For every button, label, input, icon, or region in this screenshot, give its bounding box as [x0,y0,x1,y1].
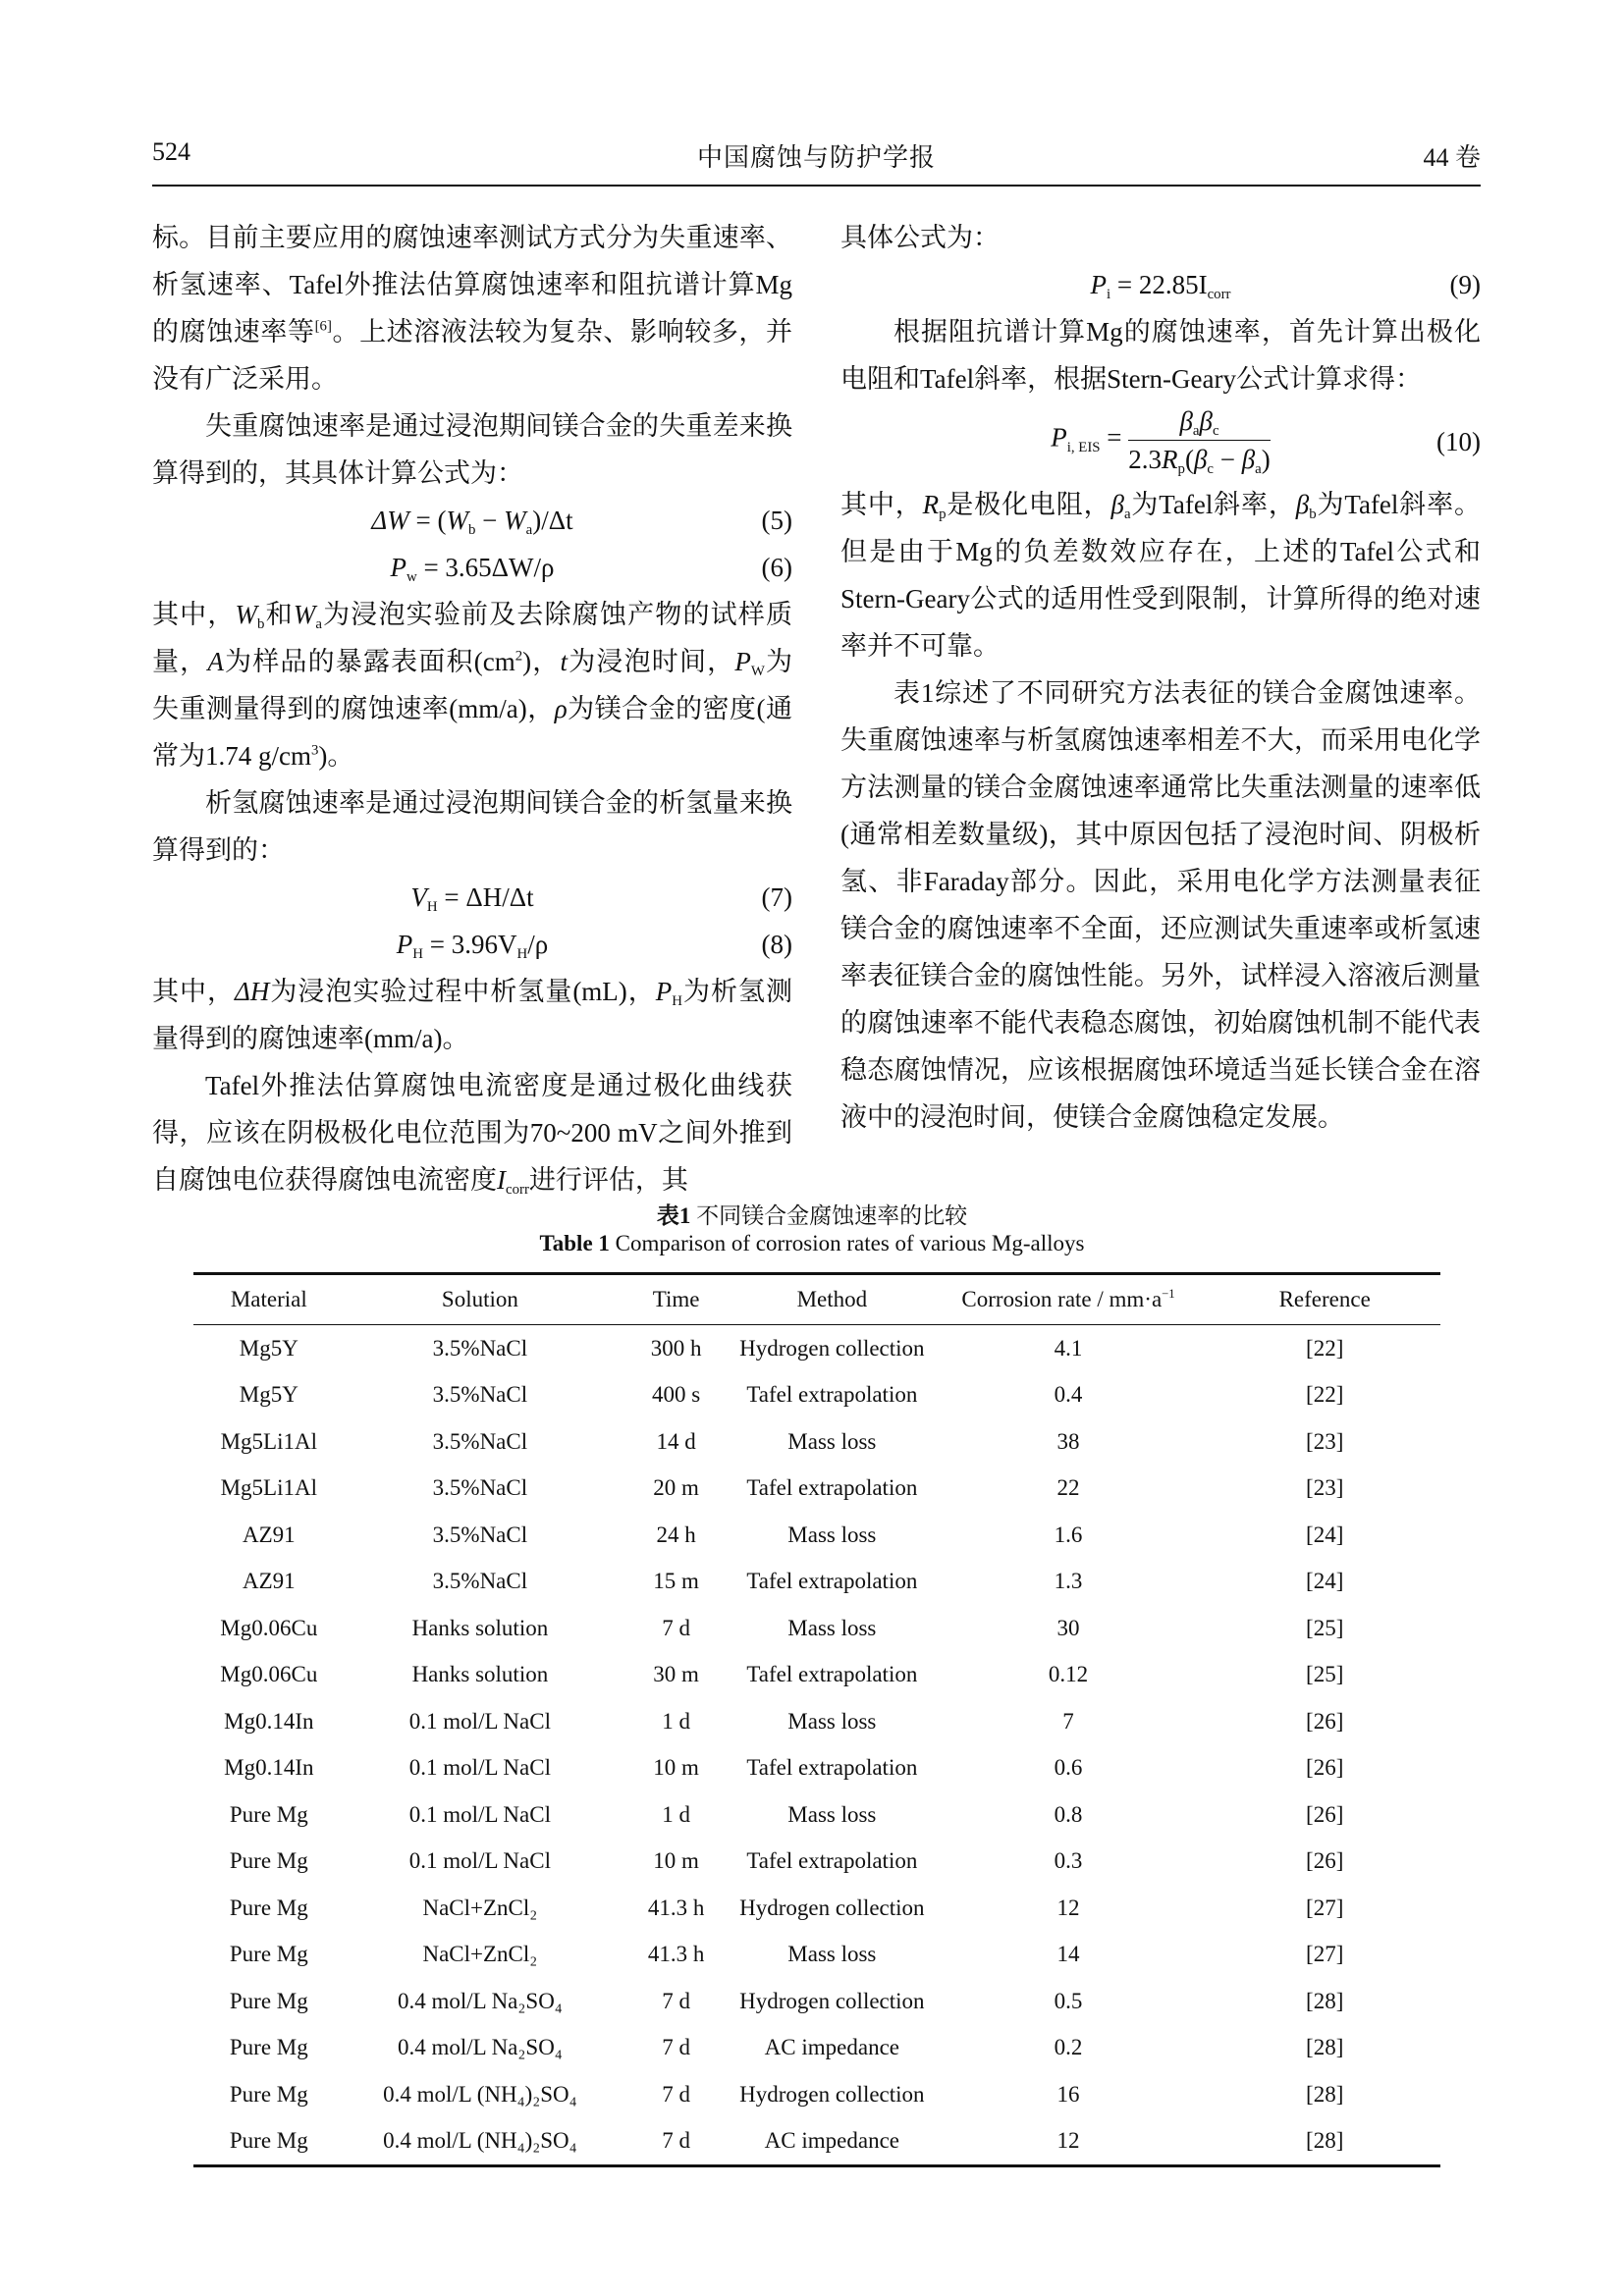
method-cell: Tafel extrapolation [746,1569,918,1594]
time-cell: 1 d [662,1708,690,1734]
corrosion-rate-table [193,1272,1440,2167]
method-cell: Mass loss [787,1942,877,1967]
table-row [193,1791,1440,1839]
solution-cell: 0.1 mol/L NaCl [408,1708,551,1734]
equation-5: $\Delta W = (W_b - W_a)/\Delta t$ (5) [152,497,792,544]
rate-cell: 0.2 [1054,2035,1083,2060]
method-cell: Hydrogen collection [739,1335,925,1361]
paragraph: 其中，$R_p$是极化电阻，$\beta_a$为Tafel斜率，$\beta_b$为Tafel斜率。但是由于Mg的负差数效应存在，上述的Tafel公式和Stern-Geary公式的适用性受到限制，计算所得的绝对速率并不可靠。 [840,490,1481,661]
method-cell: Tafel extrapolation [746,1475,918,1501]
table-row [193,1325,1440,1372]
table-row [193,1745,1440,1792]
rate-cell: 22 [1056,1475,1080,1501]
paragraph: 具体公式为： [840,223,1000,252]
equation-10: $P_{i, EIS}$ = $\frac{\beta_a\beta_c}{2.3R_p(\beta_c - \beta_a)}$ (10) [840,402,1481,481]
solution-cell: 0.1 mol/L NaCl [408,1755,551,1781]
time-cell: 41.3 h [647,1942,705,1967]
solution-cell: 0.4 mol/L (NH₄)₂SO₄ [345,2118,617,2166]
method-cell: Mass loss [787,1522,877,1547]
reference-cell[interactable]: [26] [1306,1801,1344,1827]
reference-cell[interactable]: [22] [1306,1382,1344,1408]
time-cell: 10 m [653,1848,699,1874]
material-cell: Mg5Li1Al [220,1475,317,1501]
time-cell: 7 d [662,2035,690,2060]
solution-cell: 3.5%NaCl [432,1475,528,1501]
reference-cell[interactable]: [27] [1306,1942,1344,1967]
table-row [193,1466,1440,1513]
reference-cell[interactable]: [24] [1306,1569,1344,1594]
reference-cell[interactable]: [28] [1209,2118,1440,2166]
solution-cell: 3.5%NaCl [432,1428,528,1454]
time-cell: 20 m [653,1475,699,1501]
rate-cell: 12 [1056,1895,1080,1920]
rate-cell: 0.4 [1054,1382,1083,1408]
material-cell: AZ91 [242,1522,296,1547]
method-cell: Tafel extrapolation [746,1382,918,1408]
method-cell: Hydrogen collection [739,1988,925,2013]
method-cell: Tafel extrapolation [746,1755,918,1781]
solution-cell: Hanks solution [411,1662,549,1687]
column-header: Reference [1209,1274,1440,1325]
reference-cell[interactable]: [26] [1306,1848,1344,1874]
equation-number: (6) [761,553,792,582]
time-cell: 400 s [652,1382,701,1408]
paragraph: Tafel外推法估算腐蚀电流密度是通过极化曲线获得，应该在阴极极化电位范围为70~200 mV之间外推到自腐蚀电位获得腐蚀电流密度$I_{corr}$进行评估，其 [152,1071,792,1199]
material-cell: Mg0.14In [224,1708,314,1734]
solution-cell: 0.4 mol/L Na₂SO₄ [397,2035,563,2060]
journal-title: 中国腐蚀与防护学报 [696,143,936,172]
table-caption-en: Table 1 Comparison of corrosion rates of various Mg-alloys [539,1231,1085,1255]
fraction: $\frac{\beta_a\beta_c}{2.3R_p(\beta_c - \beta_a)}$ [1128,402,1271,478]
material-cell: Pure Mg [193,2118,345,2166]
time-cell: 7 d [616,2118,736,2166]
rate-cell: 14 [1056,1942,1080,1967]
rate-cell: 7 [1062,1708,1074,1734]
solution-cell: NaCl+ZnCl₂ [422,1895,538,1920]
equation-6: $P_w = 3.65\Delta W/\rho$ (6) [152,544,792,591]
time-cell: 15 m [653,1569,699,1594]
rate-cell: 1.3 [1054,1569,1083,1594]
equation-9: $P_i = 22.85I_{corr}$ (9) [840,261,1481,308]
material-cell: Mg0.14In [224,1755,314,1781]
method-cell: Mass loss [787,1615,877,1640]
material-cell: Pure Mg [229,1801,308,1827]
time-cell: 30 m [653,1662,699,1687]
left-column [152,214,792,1203]
reference-cell[interactable]: [22] [1306,1335,1344,1361]
equation-number: (9) [1449,270,1481,299]
reference-cell[interactable]: [25] [1306,1615,1344,1640]
solution-cell: 0.4 mol/L (NH₄)₂SO₄ [383,2081,577,2107]
table-row [193,2025,1440,2072]
column-header: Time [616,1274,736,1325]
solution-cell: 0.4 mol/L Na₂SO₄ [397,1988,563,2013]
time-cell: 10 m [653,1755,699,1781]
solution-cell: NaCl+ZnCl₂ [422,1942,538,1967]
rate-cell: 0.6 [1054,1755,1083,1781]
table-caption-cn: 表1 不同镁合金腐蚀速率的比较 [656,1203,968,1228]
table-row [193,1932,1440,1979]
column-header: Corrosion rate / $mm\cdot a^{-1}$ [928,1274,1210,1325]
material-cell: Pure Mg [229,1988,308,2013]
solution-cell: 0.1 mol/L NaCl [408,1848,551,1874]
column-header: Material [193,1274,345,1325]
material-cell: Mg5Li1Al [220,1428,317,1454]
column-header: Solution [345,1274,617,1325]
time-cell: 7 d [662,2081,690,2107]
solution-cell: 3.5%NaCl [432,1382,528,1408]
page-number: 524 [152,137,190,166]
column-header: Method [736,1274,928,1325]
method-cell: Tafel extrapolation [746,1848,918,1874]
volume-label: 44 卷 [1423,143,1481,172]
time-cell: 300 h [650,1335,702,1361]
table-row [193,1698,1440,1745]
paragraph: 失重腐蚀速率是通过浸泡期间镁合金的失重差来换算得到的，其具体计算公式为： [152,411,792,488]
method-cell: Mass loss [787,1708,877,1734]
rate-cell: 0.5 [1054,1988,1083,2013]
time-cell: 7 d [662,1615,690,1640]
paragraph: 其中，ΔH为浸泡实验过程中析氢量(mL)，$P_H$为析氢测量得到的腐蚀速率(mm/a)。 [152,977,793,1053]
reference-cell[interactable]: [26] [1306,1755,1344,1781]
reference-cell[interactable]: [23] [1306,1428,1344,1454]
equation-8: $P_H = 3.96V_H/\rho$ (8) [152,921,792,968]
paragraph: 根据阻抗谱计算Mg的腐蚀速率，首先计算出极化电阻和Tafel斜率，根据Stern-Geary公式计算求得： [840,317,1481,394]
table-row [193,1559,1440,1606]
table-row [193,1605,1440,1652]
material-cell: Pure Mg [229,1895,308,1920]
equation-7: $V_H = \Delta H/\Delta t$ (7) [152,874,792,921]
method-cell: Mass loss [787,1428,877,1454]
equation-number: (8) [761,930,792,959]
material-cell: Mg5Y [239,1335,298,1361]
equation-number: (7) [761,882,792,912]
reference-cell[interactable]: [25] [1306,1662,1344,1687]
time-cell: 14 d [656,1428,696,1454]
reference-cell[interactable]: [28] [1306,2035,1344,2060]
material-cell: Mg5Y [239,1382,298,1408]
table-row [193,2071,1440,2118]
time-cell: 24 h [656,1522,696,1547]
table-row [193,1372,1440,1419]
equation-number: (10) [1436,427,1481,456]
reference-cell[interactable]: [26] [1306,1708,1344,1734]
time-cell: 7 d [662,1988,690,2013]
solution-cell: 0.1 mol/L NaCl [408,1801,551,1827]
material-cell: Pure Mg [229,1942,308,1967]
solution-cell: 3.5%NaCl [432,1569,528,1594]
material-cell: Mg0.06Cu [220,1662,318,1687]
solution-cell: 3.5%NaCl [432,1335,528,1361]
paragraph: 表1综述了不同研究方法表征的镁合金腐蚀速率。失重腐蚀速率与析氢腐蚀速率相差不大，而采用电化学方法测量的镁合金腐蚀速率通常比失重法测量的速率低(通常相差数量级)，其中原因包括了浸泡时间、阴极析氢、非Faraday部分。因此，采用电化学方法测量表征镁合金的腐蚀速率不全面，还应测试失重速率或析氢速率表征镁合金的腐蚀性能。另外，试样浸入溶液后测量的腐蚀速率不能代表稳态腐蚀，初始腐蚀机制不能代表稳态腐蚀情况，应该根据腐蚀环境适当延长镁合金在溶液中的浸泡时间，使镁合金腐蚀稳定发展。 [840,678,1481,1132]
paragraph: 析氢腐蚀速率是通过浸泡期间镁合金的析氢量来换算得到的： [152,788,792,865]
rate-cell: 30 [1056,1615,1080,1640]
rate-cell: 0.12 [1048,1662,1089,1687]
method-cell: Mass loss [787,1801,877,1827]
table-row [193,1652,1440,1699]
rate-cell: 16 [1056,2081,1080,2107]
time-cell: 41.3 h [647,1895,705,1920]
solution-cell: Hanks solution [411,1615,549,1640]
reference-cell[interactable]: [23] [1306,1475,1344,1501]
table-row [193,1885,1440,1932]
rate-cell: 38 [1056,1428,1080,1454]
time-cell: 1 d [662,1801,690,1827]
rate-cell: 12 [928,2118,1210,2166]
running-header [152,137,1481,177]
method-cell: Hydrogen collection [739,1895,925,1920]
material-cell: Pure Mg [229,2035,308,2060]
rate-cell: 4.1 [1054,1335,1083,1361]
table-row [193,2118,1440,2166]
method-cell: Hydrogen collection [739,2081,925,2107]
method-cell: Tafel extrapolation [746,1662,918,1687]
right-column [840,214,1481,1141]
solution-cell: 3.5%NaCl [432,1522,528,1547]
reference-cell[interactable]: [27] [1306,1895,1344,1920]
material-cell: Pure Mg [229,1848,308,1874]
rate-cell: 0.8 [1054,1801,1083,1827]
method-cell: AC impedance [764,2035,899,2060]
reference-cell[interactable]: [24] [1306,1522,1344,1547]
rate-cell: 0.3 [1054,1848,1083,1874]
citation[interactable]: [6] [314,318,332,335]
table-row [193,1978,1440,2025]
paragraph: 其中，$W_b$和$W_a$为浸泡实验前及去除腐蚀产物的试样质量，A为样品的暴露表面积$(cm^2)$，t为浸泡时间，$P_W$为失重测量得到的腐蚀速率(mm/a)，ρ为镁合金的密度(通常为1.74 $g/cm^3$)。 [152,600,793,771]
paragraph: 标。目前主要应用的腐蚀速率测试方式分为失重速率、析氢速率、Tafel外推法估算腐蚀速率和阻抗谱计算Mg的腐蚀速率等[6]。上述溶液法较为复杂、影响较多，并没有广泛采用。 [152,223,793,394]
table-row [193,1512,1440,1559]
material-cell: AZ91 [242,1569,296,1594]
table-row [193,1839,1440,1886]
material-cell: Pure Mg [229,2081,308,2107]
reference-cell[interactable]: [28] [1306,1988,1344,2013]
method-cell: AC impedance [736,2118,928,2166]
rate-cell: 1.6 [1054,1522,1083,1547]
table-row [193,1418,1440,1466]
material-cell: Mg0.06Cu [220,1615,318,1640]
table-header-row [193,1274,1440,1325]
header-rule [152,185,1481,187]
reference-cell[interactable]: [28] [1306,2081,1344,2107]
equation-number: (5) [761,506,792,535]
